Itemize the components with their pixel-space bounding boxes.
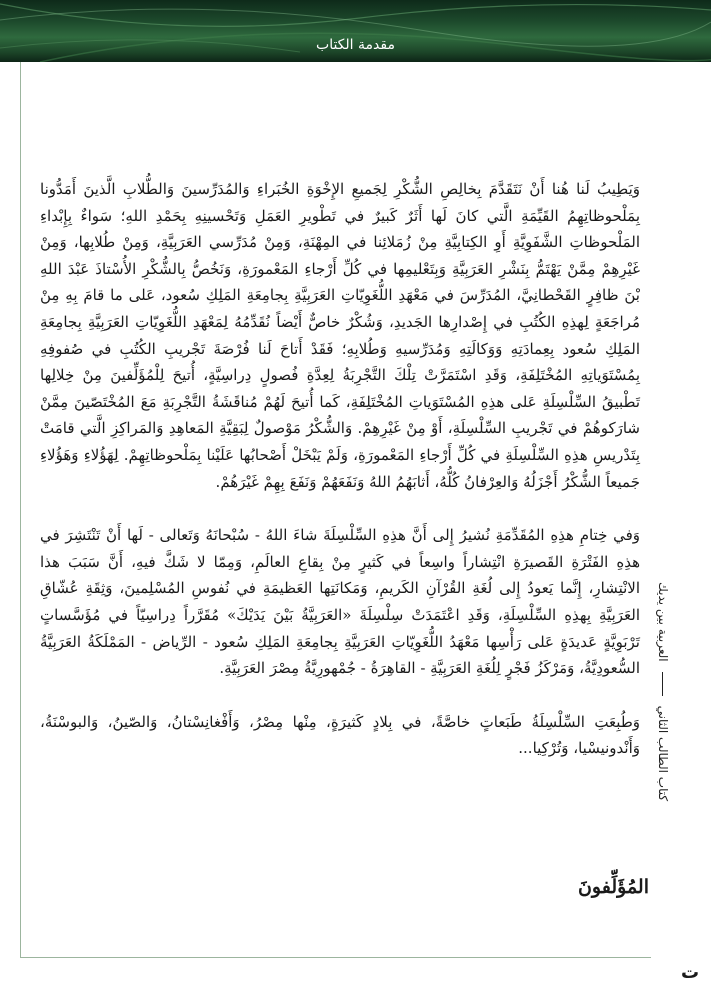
paragraph-acknowledgements: وَيَطِيبُ لَنا هُنا أَنْ نَتَقَدَّمَ بِخالِصِ الشُّكْرِ لِجَميعِ الإِخْوَةِ الخُبَراءِ وَالمُدَرِّسينَ وَالطُّلابِ الَّذينَ أَمَدُّونا بِمَلْحوظاتِهِمُ القَيِّمَةِ الَّتي كانَ لَها أَثَرٌ كَبيرٌ في تَطْويرِ العَمَلِ وَتَحْسينِهِ بِحَمْدِ اللهِ؛ سَواءٌ بِإِبْداءِ المَلْحوظاتِ الشَّفَوِيَّةِ أَوِ الكِتابِيَّةِ مِنْ زُمَلائِنا في المِهْنَةِ، وَمِنْ مُدَرِّسي العَرَبِيَّةِ، وَمِنْ طُلابِها، وَمِنْ غَيْرِهِمْ مِمَّنْ يَهْتَمُّ بِنَشْرِ العَرَبِيَّةِ وَبِتَعْليمِها في كُلِّ أَرْجاءِ المَعْمورَةِ، وَنَخُصُّ بِالشُّكْرِ الأُسْتاذَ عَبْدَ اللهِ بْنَ ظافِرٍ القَحْطانِيَّ، المُدَرِّسَ في مَعْهَدِ اللُّغَوِيّاتِ العَرَبِيَّةِ بِجامِعَةِ المَلِكِ سُعود، عَلى ما قامَ بِهِ مِنْ مُراجَعَةٍ لِهذِهِ الكُتُبِ في إِصْدارِها الجَديدِ، وَشُكْرٌ خاصٌّ أَيْضاً نُقَدِّمُهُ لِمَعْهَدِ اللُّغَوِيّاتِ العَرَبِيَّةِ بِجامِعَةِ المَلِكِ سُعود بِعِمادَتِهِ وَوَكالَتِهِ وَمُدَرِّسيهِ وَطُلابِهِ؛ فَقَدْ أَتاحَ لَنا فُرْصَةَ تَجْريبِ الكُتُبِ في صُفوفِهِ بِمُسْتَوَياتِهِ المُخْتَلِفَةِ، وَقَدِ اسْتَمَرَّتْ تِلْكَ التَّجْرِبَةُ لِعِدَّةِ فُصولٍ دِراسِيَّةٍ، أُتيحَ لِلْمُؤَلِّفينَ مِنْ خِلالِها تَطْبيقُ السِّلْسِلَةِ عَلى هذِهِ المُسْتَوَياتِ المُخْتَلِفَةِ، كَما أُتيحَ لَهُمْ مُناقَشَةُ التَّجْرِبَةِ مَعَ المُخْتَصّينَ مِمَّنْ شارَكوهُمْ في تَجْريبِ السِّلْسِلَةِ، أَوْ مِنْ غَيْرِهِمْ. وَالشُّكْرُ مَوْصولٌ لِبَقِيَّةِ المَعاهِدِ وَالمَراكِزِ الَّتي قامَتْ بِتَدْريسِ هذِهِ السِّلْسِلَةِ في كُلِّ أَرْجاءِ المَعْمورَةِ، وَلَمْ يَبْخَلْ أَصْحابُها عَلَيْنا بِمَلْحوظاتِهِمْ. لِهَؤُلاءِ وَهَؤُلاءِ جَميعاً الشُّكْرُ أَجْزَلُهُ وَالعِرْفانُ كُلُّهُ، أَثابَهُمُ اللهُ وَنَفَعَهُمْ وَنَفَعَ بِهِمْ غَيْرَهُمْ. [40, 180, 640, 491]
page-header [0, 0, 711, 62]
page-title: مقدمة الكتاب [316, 37, 395, 53]
side-running-title [656, 582, 670, 801]
separator [662, 672, 663, 696]
signature: المُؤَلِّفونَ [577, 876, 649, 898]
paragraph-editions: وَطُبِعَتِ السِّلْسِلَةُ طَبَعاتٍ خاصَّةً، في بِلادٍ كَثيرَةٍ، مِنْها مِصْرُ، وَأَفْغانِسْتانُ، وَالصّينُ، وَالبوسْنَةُ، وَأَنْدونيسْيا، وَتُرْكِيا... [40, 712, 640, 758]
body-text [40, 176, 640, 789]
page-number: ت [681, 962, 700, 983]
series-label: العربية بين يديك [656, 582, 670, 662]
book-part-label: كتاب الطالب الثاني [656, 705, 670, 802]
paragraph-spread: وَفي خِتامِ هذِهِ المُقَدِّمَةِ نُشيرُ إِلى أَنَّ هذِهِ السِّلْسِلَةَ شاءَ اللهُ - سُبْحانَهُ وَتَعالى - لَها أَنْ تَنْتَشِرَ في هذِهِ الفَتْرَةِ القَصيرَةِ انْتِشاراً واسِعاً في كَثيرٍ مِنْ بِقاعِ العالَمِ، وَمِمّا لا شَكَّ فيهِ، أَنَّ سَبَبَ هذا الانْتِشارِ، إِنَّما يَعودُ إِلى لُغَةِ القُرْآنِ الكَريمِ، وَمَكانَتِها العَظيمَةِ في نُفوسِ المُسْلِمينَ، وَثِقَةِ عُشّاقِ العَرَبِيَّةِ بِهذِهِ السِّلْسِلَةِ، وَقَدِ اعْتَمَدَتْ سِلْسِلَةَ «العَرَبِيَّةُ بَيْنَ يَدَيْكَ» مُقَرَّراً دِراسِيّاً في مُؤَسَّساتٍ تَرْبَوِيَّةٍ عَديدَةٍ عَلى رَأْسِها مَعْهَدُ اللُّغَوِيّاتِ العَرَبِيَّةِ بِجامِعَةِ المَلِكِ سُعود - الرِّياض - المَمْلَكَةُ العَرَبِيَّةُ السُّعودِيَّةُ، وَمَرْكَزُ فَجْرٍ لِلُغَةِ العَرَبِيَّةِ - القاهِرَةُ - جُمْهورِيَّةُ مِصْرَ العَرَبِيَّةِ. [40, 526, 640, 678]
